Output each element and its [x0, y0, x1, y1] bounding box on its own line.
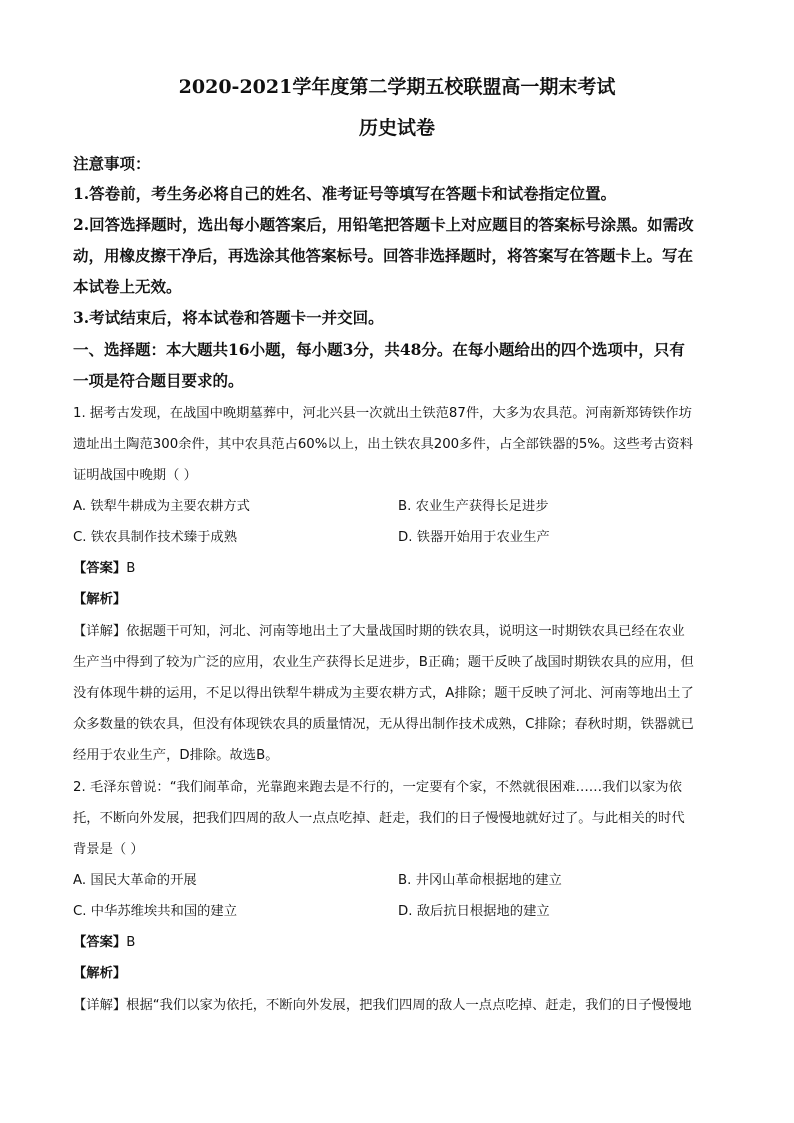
q1-option-a: A. 铁犁牛耕成为主要农耕方式: [73, 499, 250, 514]
analysis-label: 【解析】: [73, 966, 127, 981]
q1-stem-line: 遗址出土陶范300余件，其中农具范占60%以上，出土铁农具200多件，占全部铁器的5%。这些考古资料: [73, 437, 693, 452]
q1-stem-line: 1. 据考古发现，在战国中晚期墓葬中，河北兴县一次就出土铁范87件，大多为农具范。河南新郑铸铁作坊: [73, 406, 692, 421]
q1-detail-line: 经用于农业生产，D排除。故选B。: [73, 748, 279, 763]
answer-label: 【答案】: [73, 561, 127, 576]
q2-option-d: D. 敌后抗日根据地的建立: [398, 904, 550, 919]
notes-line: 动，用橡皮擦干净后，再选涂其他答案标号。回答非选择题时，将答案写在答题卡上。写在: [73, 246, 694, 265]
analysis-label: 【解析】: [73, 592, 127, 607]
q2-stem-line: 托，不断向外发展，把我们四周的敌人一点点吃掉、赶走，我们的日子慢慢地就好过了。与此相关的时代: [73, 811, 685, 826]
notes-line: 2.回答选择题时，选出每小题答案后，用铅笔把答题卡上对应题目的答案标号涂黑。如需改: [73, 215, 694, 234]
answer-label: 【答案】: [73, 935, 127, 950]
section-heading: 一、选择题：本大题共16小题，每小题3分，共48分。在每小题给出的四个选项中，只有: [73, 340, 685, 359]
notes-line: 3.考试结束后，将本试卷和答题卡一并交回。: [73, 308, 384, 327]
q1-option-b: B. 农业生产获得长足进步: [398, 499, 549, 514]
q2-answer: [73, 931, 135, 950]
q2-option-a: A. 国民大革命的开展: [73, 873, 197, 888]
q1-analysis-label: [73, 588, 126, 607]
q1-option-c: C. 铁农具制作技术臻于成熟: [73, 530, 238, 545]
q1-stem-line: 证明战国中晚期（ ）: [73, 468, 197, 483]
answer-value: B: [126, 935, 136, 950]
notes-heading: 注意事项：: [73, 154, 151, 173]
q1-option-d: D. 铁器开始用于农业生产: [398, 530, 550, 545]
q2-option-c: C. 中华苏维埃共和国的建立: [73, 904, 238, 919]
q2-stem-line: 2. 毛泽东曾说：“我们闹革命，光靠跑来跑去是不行的，一定要有个家，不然就很困难……我们以家为依: [73, 780, 682, 795]
notes-line: 1.答卷前，考生务必将自己的姓名、准考证号等填写在答题卡和试卷指定位置。: [73, 184, 617, 203]
q2-detail-line: 【详解】根据“我们以家为依托，不断向外发展，把我们四周的敌人一点点吃掉、赶走，我们的日子慢慢地: [73, 998, 692, 1013]
q1-detail-line: 众多数量的铁农具，但没有体现铁农具的质量情况，无从得出制作技术成熟，C排除；春秋时期，铁器就已: [73, 717, 694, 732]
q2-stem-line: 背景是（ ）: [73, 842, 144, 857]
q2-analysis-label: [73, 962, 126, 981]
exam-title: 2020-2021学年度第二学期五校联盟高一期末考试: [178, 76, 616, 98]
q1-detail-line: 【详解】依据题干可知，河北、河南等地出土了大量战国时期的铁农具，说明这一时期铁农具已经在农业: [73, 624, 685, 639]
notes-line: 本试卷上无效。: [73, 277, 182, 296]
q1-detail-line: 生产当中得到了较为广泛的应用，农业生产获得长足进步，B正确；题干反映了战国时期铁农具的应用，但: [73, 655, 694, 670]
q1-detail-line: 没有体现牛耕的运用，不足以得出铁犁牛耕成为主要农耕方式，A排除；题干反映了河北、河南等地出土了: [73, 686, 694, 701]
exam-subtitle: 历史试卷: [358, 117, 435, 139]
section-heading: 一项是符合题目要求的。: [73, 371, 244, 390]
answer-value: B: [126, 561, 136, 576]
q2-option-b: B. 井冈山革命根据地的建立: [398, 873, 562, 888]
q1-answer: [73, 557, 135, 576]
